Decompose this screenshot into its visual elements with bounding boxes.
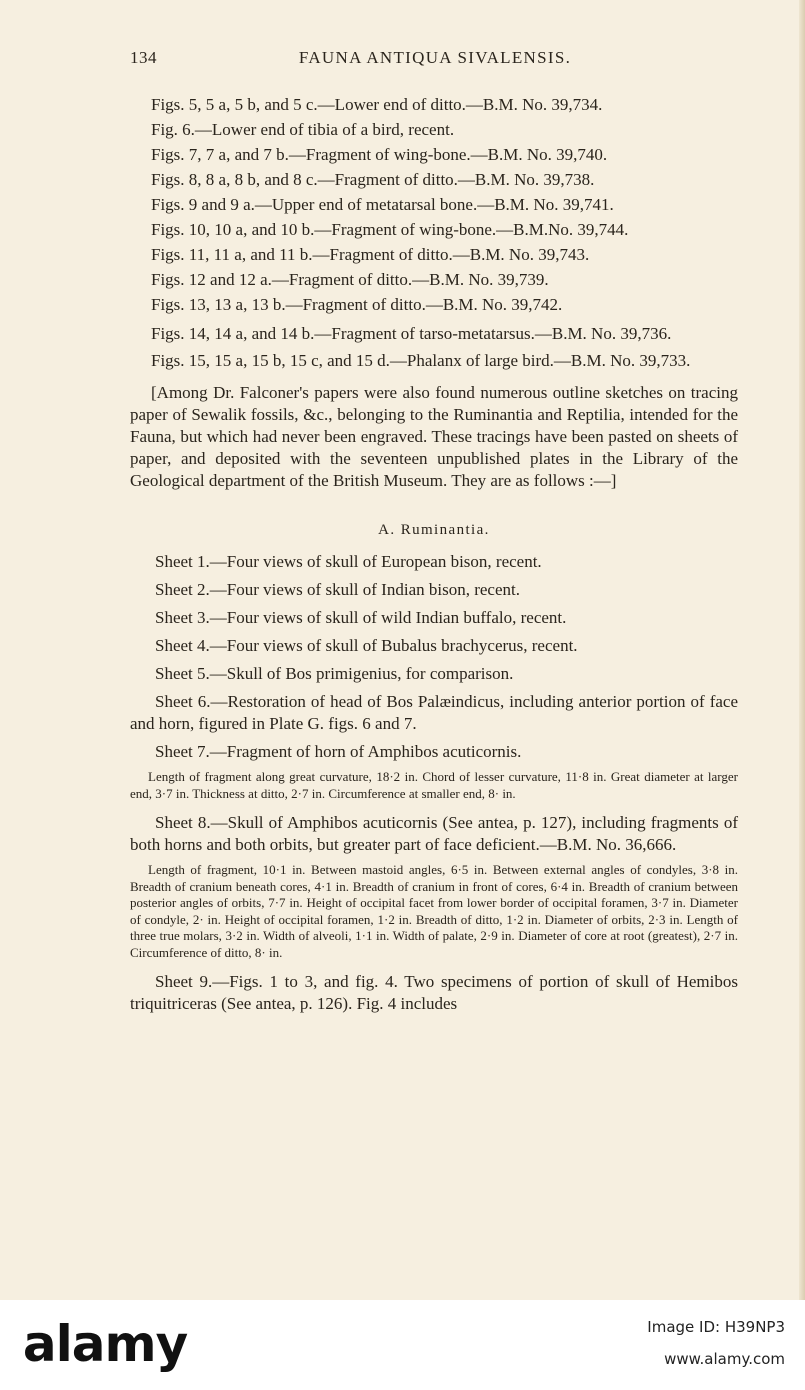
page-number: 134 bbox=[130, 48, 157, 67]
page-edge bbox=[799, 0, 805, 1300]
page-header bbox=[130, 48, 740, 72]
figure-entry: Figs. 15, 15 a, 15 b, 15 c, and 15 d.—Phalanx of large bird.—B.M. No. 39,733. bbox=[151, 351, 691, 370]
image-id: Image ID: H39NP3 bbox=[647, 1318, 785, 1336]
figure-entry: Figs. 10, 10 a, and 10 b.—Fragment of wing-bone.—B.M.No. 39,744. bbox=[151, 220, 629, 239]
figure-entry: Figs. 9 and 9 a.—Upper end of metatarsal bone.—B.M. No. 39,741. bbox=[151, 195, 614, 214]
figure-entry: Figs. 11, 11 a, and 11 b.—Fragment of ditto.—B.M. No. 39,743. bbox=[151, 245, 590, 264]
page-body bbox=[130, 93, 738, 1021]
sheet-entry: Sheet 8.—Skull of Amphibos acuticornis (See antea, p. 127), including fragments of both horns and both orbits, but greater part of face deficient.—B.M. No. 36,666. bbox=[130, 813, 738, 854]
figure-entry: Figs. 5, 5 a, 5 b, and 5 c.—Lower end of ditto.—B.M. No. 39,734. bbox=[151, 95, 603, 114]
measurement-note: Length of fragment, 10·1 in. Between mastoid angles, 6·5 in. Between external angles of condyles, 3·8 in. Breadth of cranium beneath cores, 4·1 in. Breadth of cranium in front of cores, 6·4 in. Breadth of cranium between posterior angles of orbits, 7·7 in. Height of occipital facet from lower border of occipital foramen, 3·7 in. Diameter of condyle, 2· in. Height of occipital foramen, 1·2 in. Breadth of ditto, 1·2 in. Diameter of orbits, 2·3 in. Length of three true molars, 3·2 in. Width of alveoli, 1·1 in. Width of palate, 2·9 in. Diameter of core at root (greatest), 2·7 in. Circumference of ditto, 8· in. bbox=[130, 862, 738, 960]
sheet-entry: Sheet 5.—Skull of Bos primigenius, for comparison. bbox=[155, 664, 514, 683]
sheet-entry: Sheet 2.—Four views of skull of Indian bison, recent. bbox=[155, 580, 520, 599]
figure-entry: Figs. 8, 8 a, 8 b, and 8 c.—Fragment of ditto.—B.M. No. 39,738. bbox=[151, 170, 595, 189]
figure-entry: Figs. 12 and 12 a.—Fragment of ditto.—B.M. No. 39,739. bbox=[151, 270, 549, 289]
figure-entry: Figs. 13, 13 a, 13 b.—Fragment of ditto.—B.M. No. 39,742. bbox=[151, 295, 563, 314]
measurement-note: Length of fragment along great curvature, 18·2 in. Chord of lesser curvature, 11·8 in. Great diameter at larger end, 3·7 in. Thickness at ditto, 2·7 in. Circumference at smaller end, 8· in. bbox=[130, 769, 738, 801]
sheet-entry: Sheet 3.—Four views of skull of wild Indian buffalo, recent. bbox=[155, 608, 567, 627]
intro-paragraph: [Among Dr. Falconer's papers were also found numerous outline sketches on tracing paper of Sewalik fossils, &c., belonging to the Ruminantia and Reptilia, intended for the Fauna, but which had never been engraved. These tracings have been pasted on sheets of paper, and deposited with the seventeen unpublished plates in the Library of the Geological department of the British Museum. They are as follows :—] bbox=[130, 383, 738, 490]
alamy-logo bbox=[0, 1308, 210, 1380]
sheet-entry: Sheet 4.—Four views of skull of Bubalus brachycerus, recent. bbox=[155, 636, 578, 655]
watermark-url: www.alamy.com bbox=[664, 1350, 785, 1368]
figure-entry: Fig. 6.—Lower end of tibia of a bird, recent. bbox=[151, 120, 455, 139]
logo-text: alamy bbox=[22, 1315, 188, 1373]
figure-entry: Figs. 7, 7 a, and 7 b.—Fragment of wing-bone.—B.M. No. 39,740. bbox=[151, 145, 608, 164]
figure-entry: Figs. 14, 14 a, and 14 b.—Fragment of tarso-metatarsus.—B.M. No. 39,736. bbox=[151, 324, 672, 343]
section-heading: A. Ruminantia. bbox=[378, 522, 490, 538]
sheet-entry: Sheet 1.—Four views of skull of European bison, recent. bbox=[155, 552, 542, 571]
sheet-entry: Sheet 9.—Figs. 1 to 3, and fig. 4. Two specimens of portion of skull of Hemibos triquitriceras (See antea, p. 126). Fig. 4 includes bbox=[130, 972, 738, 1013]
sheet-entry: Sheet 6.—Restoration of head of Bos Palæindicus, including anterior portion of face and horn, figured in Plate G. figs. 6 and 7. bbox=[130, 692, 738, 733]
sheet-entry: Sheet 7.—Fragment of horn of Amphibos acuticornis. bbox=[155, 742, 522, 761]
running-head: FAUNA ANTIQUA SIVALENSIS. bbox=[298, 48, 572, 67]
